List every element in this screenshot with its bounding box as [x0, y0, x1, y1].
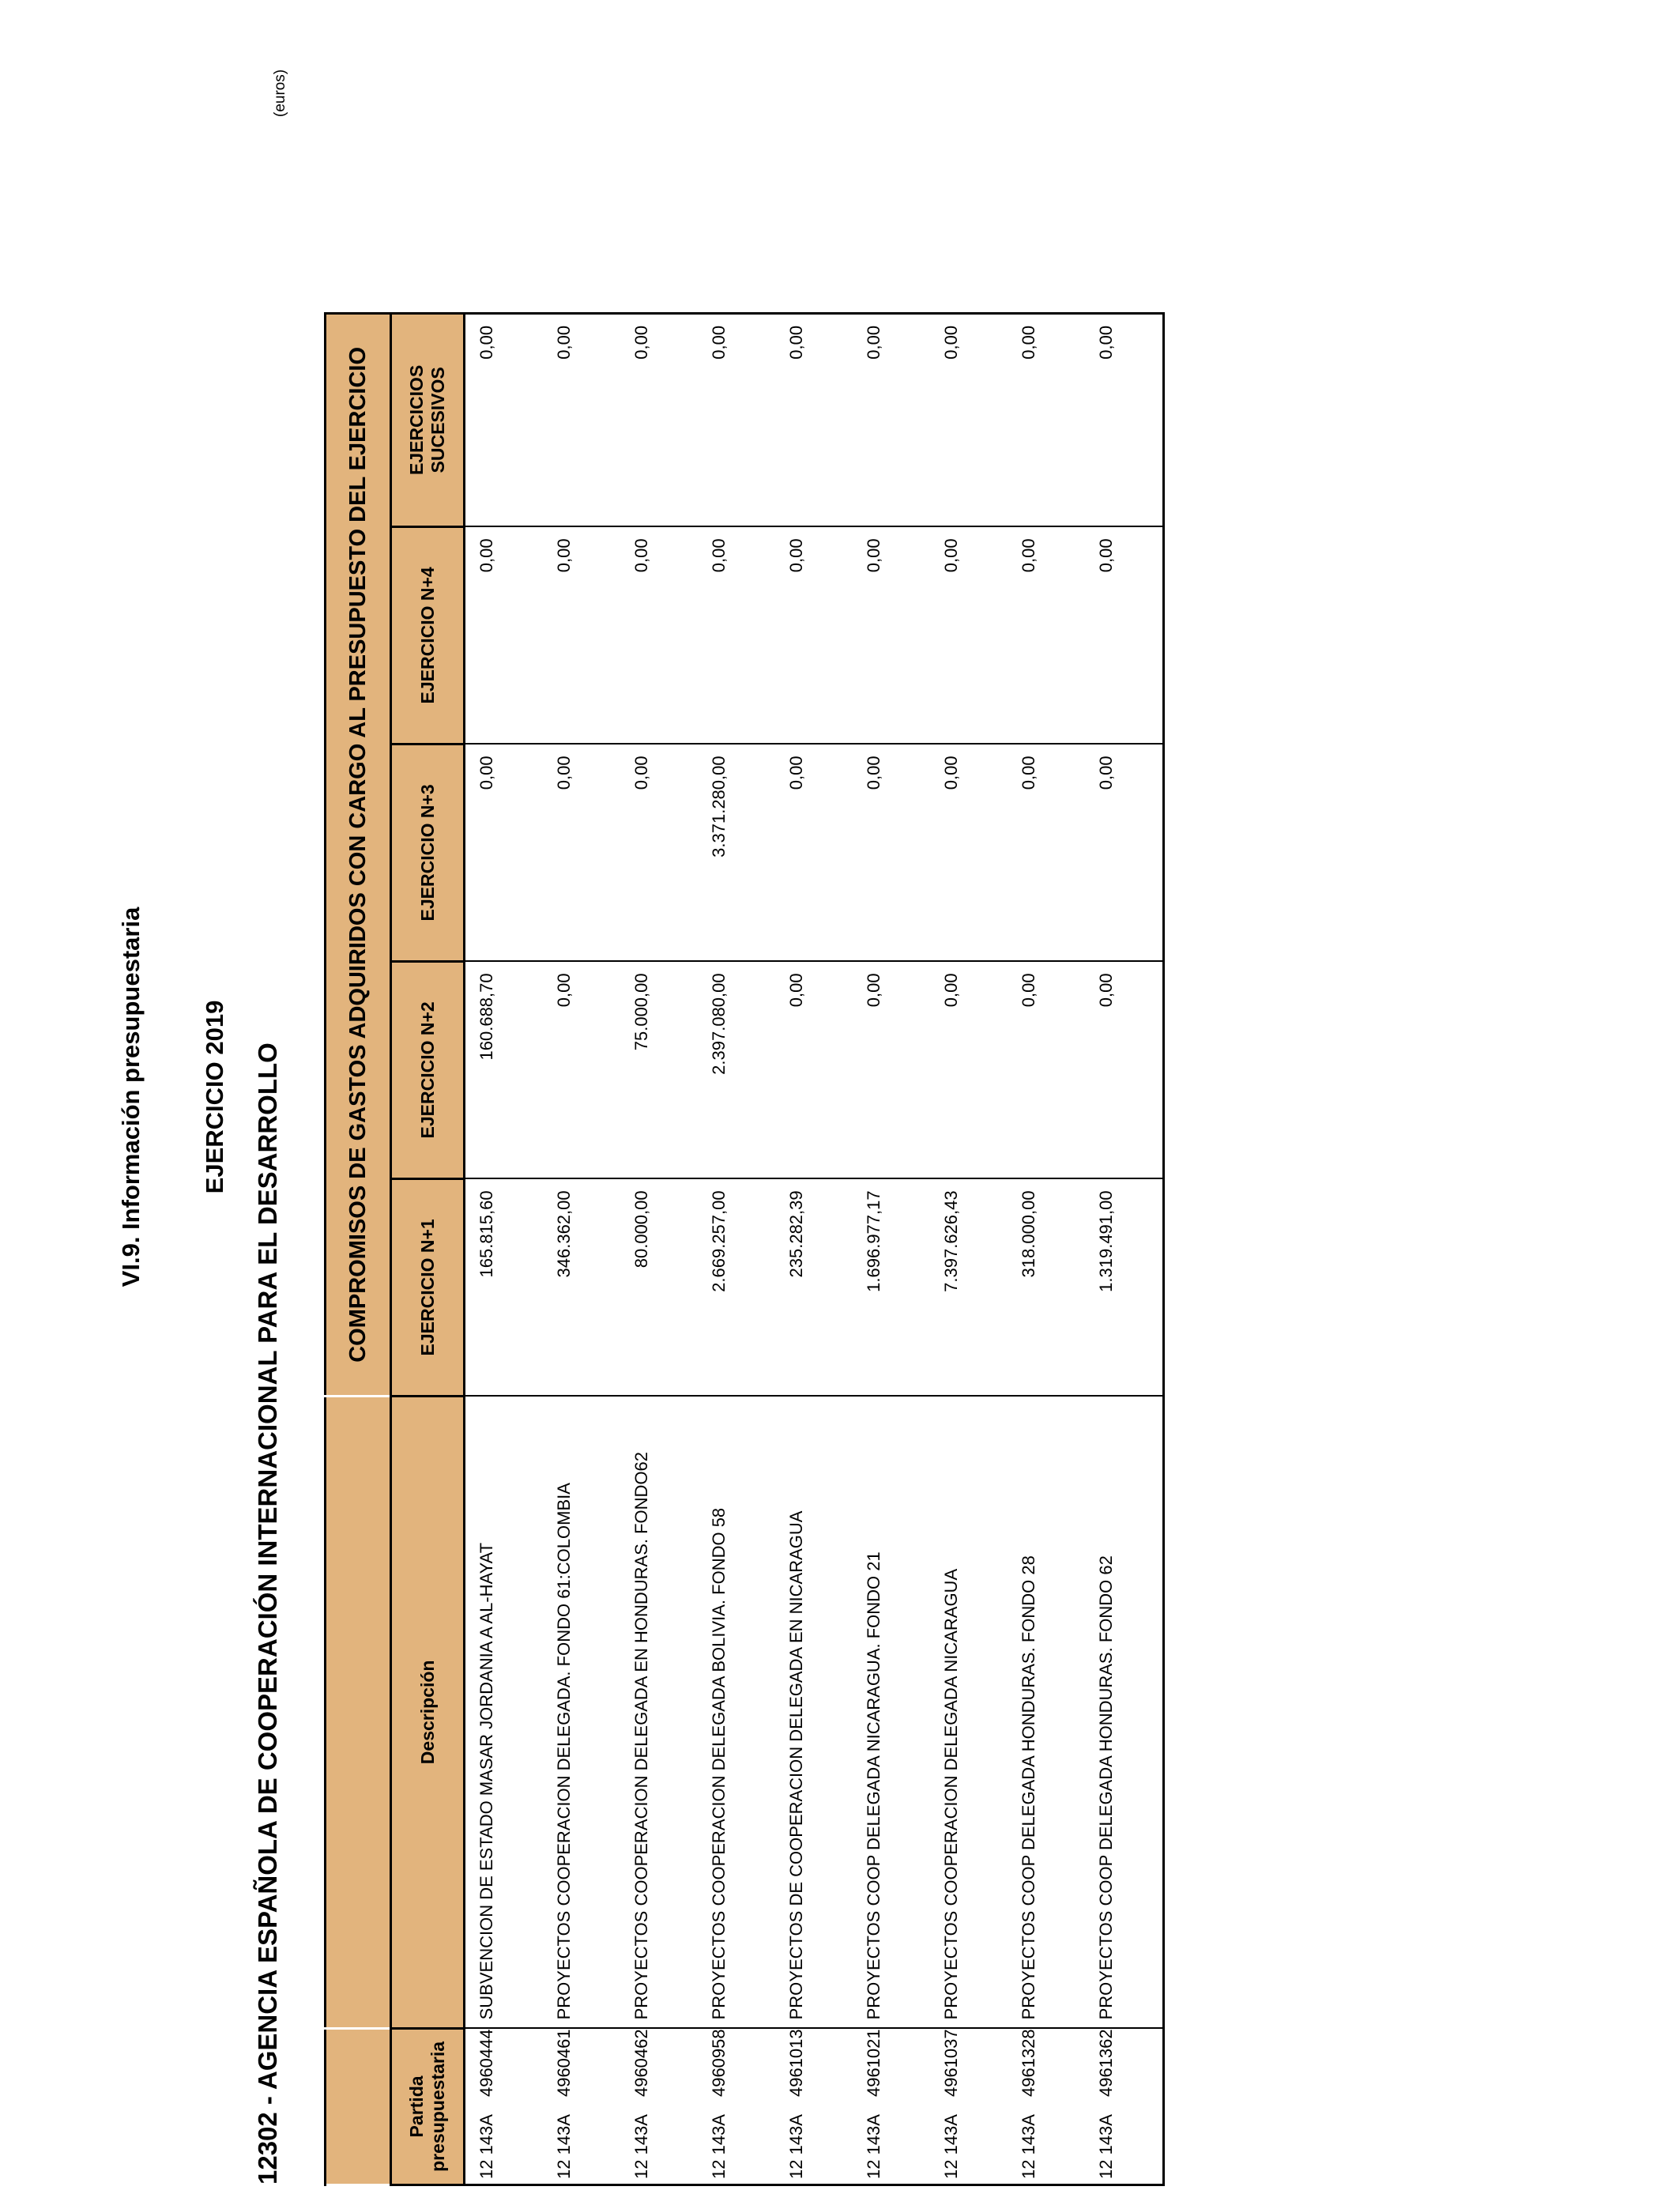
n1-cell: 346.362,00 — [543, 1178, 620, 1396]
table-row — [853, 313, 930, 2185]
partida-cell — [775, 2028, 853, 2185]
n2-cell: 0,00 — [775, 961, 853, 1178]
n1-cell: 80.000,00 — [620, 1178, 698, 1396]
partida-code: 4960444 — [477, 2029, 496, 2098]
column-header-n4: EJERCICIO N+4 — [391, 526, 465, 744]
description-cell: PROYECTOS COOPERACION DELEGADA. FONDO 61:COLOMBIA — [543, 1396, 620, 2028]
partida-cell — [1008, 2028, 1085, 2185]
description-cell: PROYECTOS COOP DELEGADA NICARAGUA. FONDO 21 — [853, 1396, 930, 2028]
n3-cell: 0,00 — [620, 744, 698, 961]
n4-cell: 0,00 — [698, 526, 775, 744]
year-title: EJERCICIO 2019 — [201, 1000, 228, 1194]
description-cell: PROYECTOS COOPERACION DELEGADA EN HONDURAS. FONDO62 — [620, 1396, 698, 2028]
partida-cell — [698, 2028, 775, 2185]
n2-cell: 0,00 — [1008, 961, 1085, 1178]
partida-program: 12 143A — [477, 2114, 496, 2179]
partida-cell — [543, 2028, 620, 2185]
n2-cell: 0,00 — [930, 961, 1008, 1178]
column-header-n3: EJERCICIO N+3 — [391, 744, 465, 961]
table-row — [1085, 313, 1164, 2185]
table-row — [543, 313, 620, 2185]
column-header-n1: EJERCICIO N+1 — [391, 1178, 465, 1396]
sucesivos-cell: 0,00 — [698, 313, 775, 526]
table-row — [930, 313, 1008, 2185]
n4-cell: 0,00 — [1085, 526, 1164, 744]
partida-code: 4961362 — [1096, 2029, 1116, 2098]
sucesivos-cell: 0,00 — [1085, 313, 1164, 526]
partida-program: 12 143A — [941, 2114, 961, 2179]
table-body — [465, 313, 1164, 2185]
n1-cell: 1.319.491,00 — [1085, 1178, 1164, 1396]
n4-cell: 0,00 — [620, 526, 698, 744]
sucesivos-cell: 0,00 — [465, 313, 544, 526]
n3-cell: 0,00 — [853, 744, 930, 961]
partida-code: 4960958 — [709, 2029, 729, 2098]
table-row — [698, 313, 775, 2185]
partida-code: 4961037 — [941, 2029, 961, 2098]
group-header-commitments: COMPROMISOS DE GASTOS ADQUIRIDOS CON CARGO AL PRESUPUESTO DEL EJERCICIO — [326, 313, 391, 1396]
entity-title: 12302 - AGENCIA ESPAÑOLA DE COOPERACIÓN INTERNACIONAL PARA EL DESARROLLO — [253, 1042, 282, 2185]
partida-program: 12 143A — [709, 2114, 729, 2179]
partida-cell — [620, 2028, 698, 2185]
budget-commitments-table — [324, 312, 1165, 2186]
column-header-descripcion: Descripción — [391, 1396, 465, 2028]
partida-code: 4961328 — [1019, 2029, 1038, 2098]
n3-cell: 3.371.280,00 — [698, 744, 775, 961]
partida-cell — [465, 2028, 544, 2185]
n2-cell: 0,00 — [853, 961, 930, 1178]
n1-cell: 2.669.257,00 — [698, 1178, 775, 1396]
header-blank-partida — [326, 2028, 391, 2185]
partida-code: 4960461 — [554, 2029, 574, 2098]
n1-cell: 7.397.626,43 — [930, 1178, 1008, 1396]
n3-cell: 0,00 — [775, 744, 853, 961]
n1-cell: 1.696.977,17 — [853, 1178, 930, 1396]
n3-cell: 0,00 — [1085, 744, 1164, 961]
n2-cell: 75.000,00 — [620, 961, 698, 1178]
partida-program: 12 143A — [554, 2114, 574, 2179]
units-label: (euros) — [272, 69, 288, 117]
partida-code: 4960462 — [631, 2029, 651, 2098]
table-row — [1008, 313, 1085, 2185]
n3-cell: 0,00 — [930, 744, 1008, 961]
description-cell: SUBVENCION DE ESTADO MASAR JORDANIA A AL-HAYAT — [465, 1396, 544, 2028]
n4-cell: 0,00 — [853, 526, 930, 744]
sucesivos-cell: 0,00 — [853, 313, 930, 526]
table-row — [620, 313, 698, 2185]
n4-cell: 0,00 — [930, 526, 1008, 744]
n4-cell: 0,00 — [465, 526, 544, 744]
description-cell: PROYECTOS COOP DELEGADA HONDURAS. FONDO 28 — [1008, 1396, 1085, 2028]
partida-program: 12 143A — [786, 2114, 806, 2179]
n3-cell: 0,00 — [543, 744, 620, 961]
n3-cell: 0,00 — [1008, 744, 1085, 961]
partida-program: 12 143A — [631, 2114, 651, 2179]
description-cell: PROYECTOS COOP DELEGADA HONDURAS. FONDO 62 — [1085, 1396, 1164, 2028]
partida-cell — [853, 2028, 930, 2185]
partida-cell — [1085, 2028, 1164, 2185]
partida-program: 12 143A — [1096, 2114, 1116, 2179]
partida-code: 4961013 — [786, 2029, 806, 2098]
n4-cell: 0,00 — [543, 526, 620, 744]
n2-cell: 160.688,70 — [465, 961, 544, 1178]
description-cell: PROYECTOS COOPERACION DELEGADA BOLIVIA. FONDO 58 — [698, 1396, 775, 2028]
sucesivos-cell: 0,00 — [543, 313, 620, 526]
table-row — [465, 313, 544, 2185]
header-blank-descripcion — [326, 1396, 391, 2028]
partida-program: 12 143A — [1019, 2114, 1038, 2179]
n4-cell: 0,00 — [1008, 526, 1085, 744]
description-cell: PROYECTOS DE COOPERACION DELEGADA EN NICARAGUA — [775, 1396, 853, 2028]
sucesivos-cell: 0,00 — [930, 313, 1008, 526]
column-header-sucesivos: EJERCICIOS SUCESIVOS — [391, 313, 465, 526]
section-title: VI.9. Información presupuestaria — [117, 907, 145, 1287]
n2-cell: 0,00 — [1085, 961, 1164, 1178]
partida-program: 12 143A — [864, 2114, 883, 2179]
column-header-partida: Partida presupuestaria — [391, 2028, 465, 2185]
description-cell: PROYECTOS COOPERACION DELEGADA NICARAGUA — [930, 1396, 1008, 2028]
sucesivos-cell: 0,00 — [1008, 313, 1085, 526]
n1-cell: 235.282,39 — [775, 1178, 853, 1396]
n4-cell: 0,00 — [775, 526, 853, 744]
partida-cell — [930, 2028, 1008, 2185]
n1-cell: 165.815,60 — [465, 1178, 544, 1396]
partida-code: 4961021 — [864, 2029, 883, 2098]
n2-cell: 0,00 — [543, 961, 620, 1178]
column-header-n2: EJERCICIO N+2 — [391, 961, 465, 1178]
sucesivos-cell: 0,00 — [775, 313, 853, 526]
n2-cell: 2.397.080,00 — [698, 961, 775, 1178]
sucesivos-cell: 0,00 — [620, 313, 698, 526]
n3-cell: 0,00 — [465, 744, 544, 961]
n1-cell: 318.000,00 — [1008, 1178, 1085, 1396]
table-row — [775, 313, 853, 2185]
